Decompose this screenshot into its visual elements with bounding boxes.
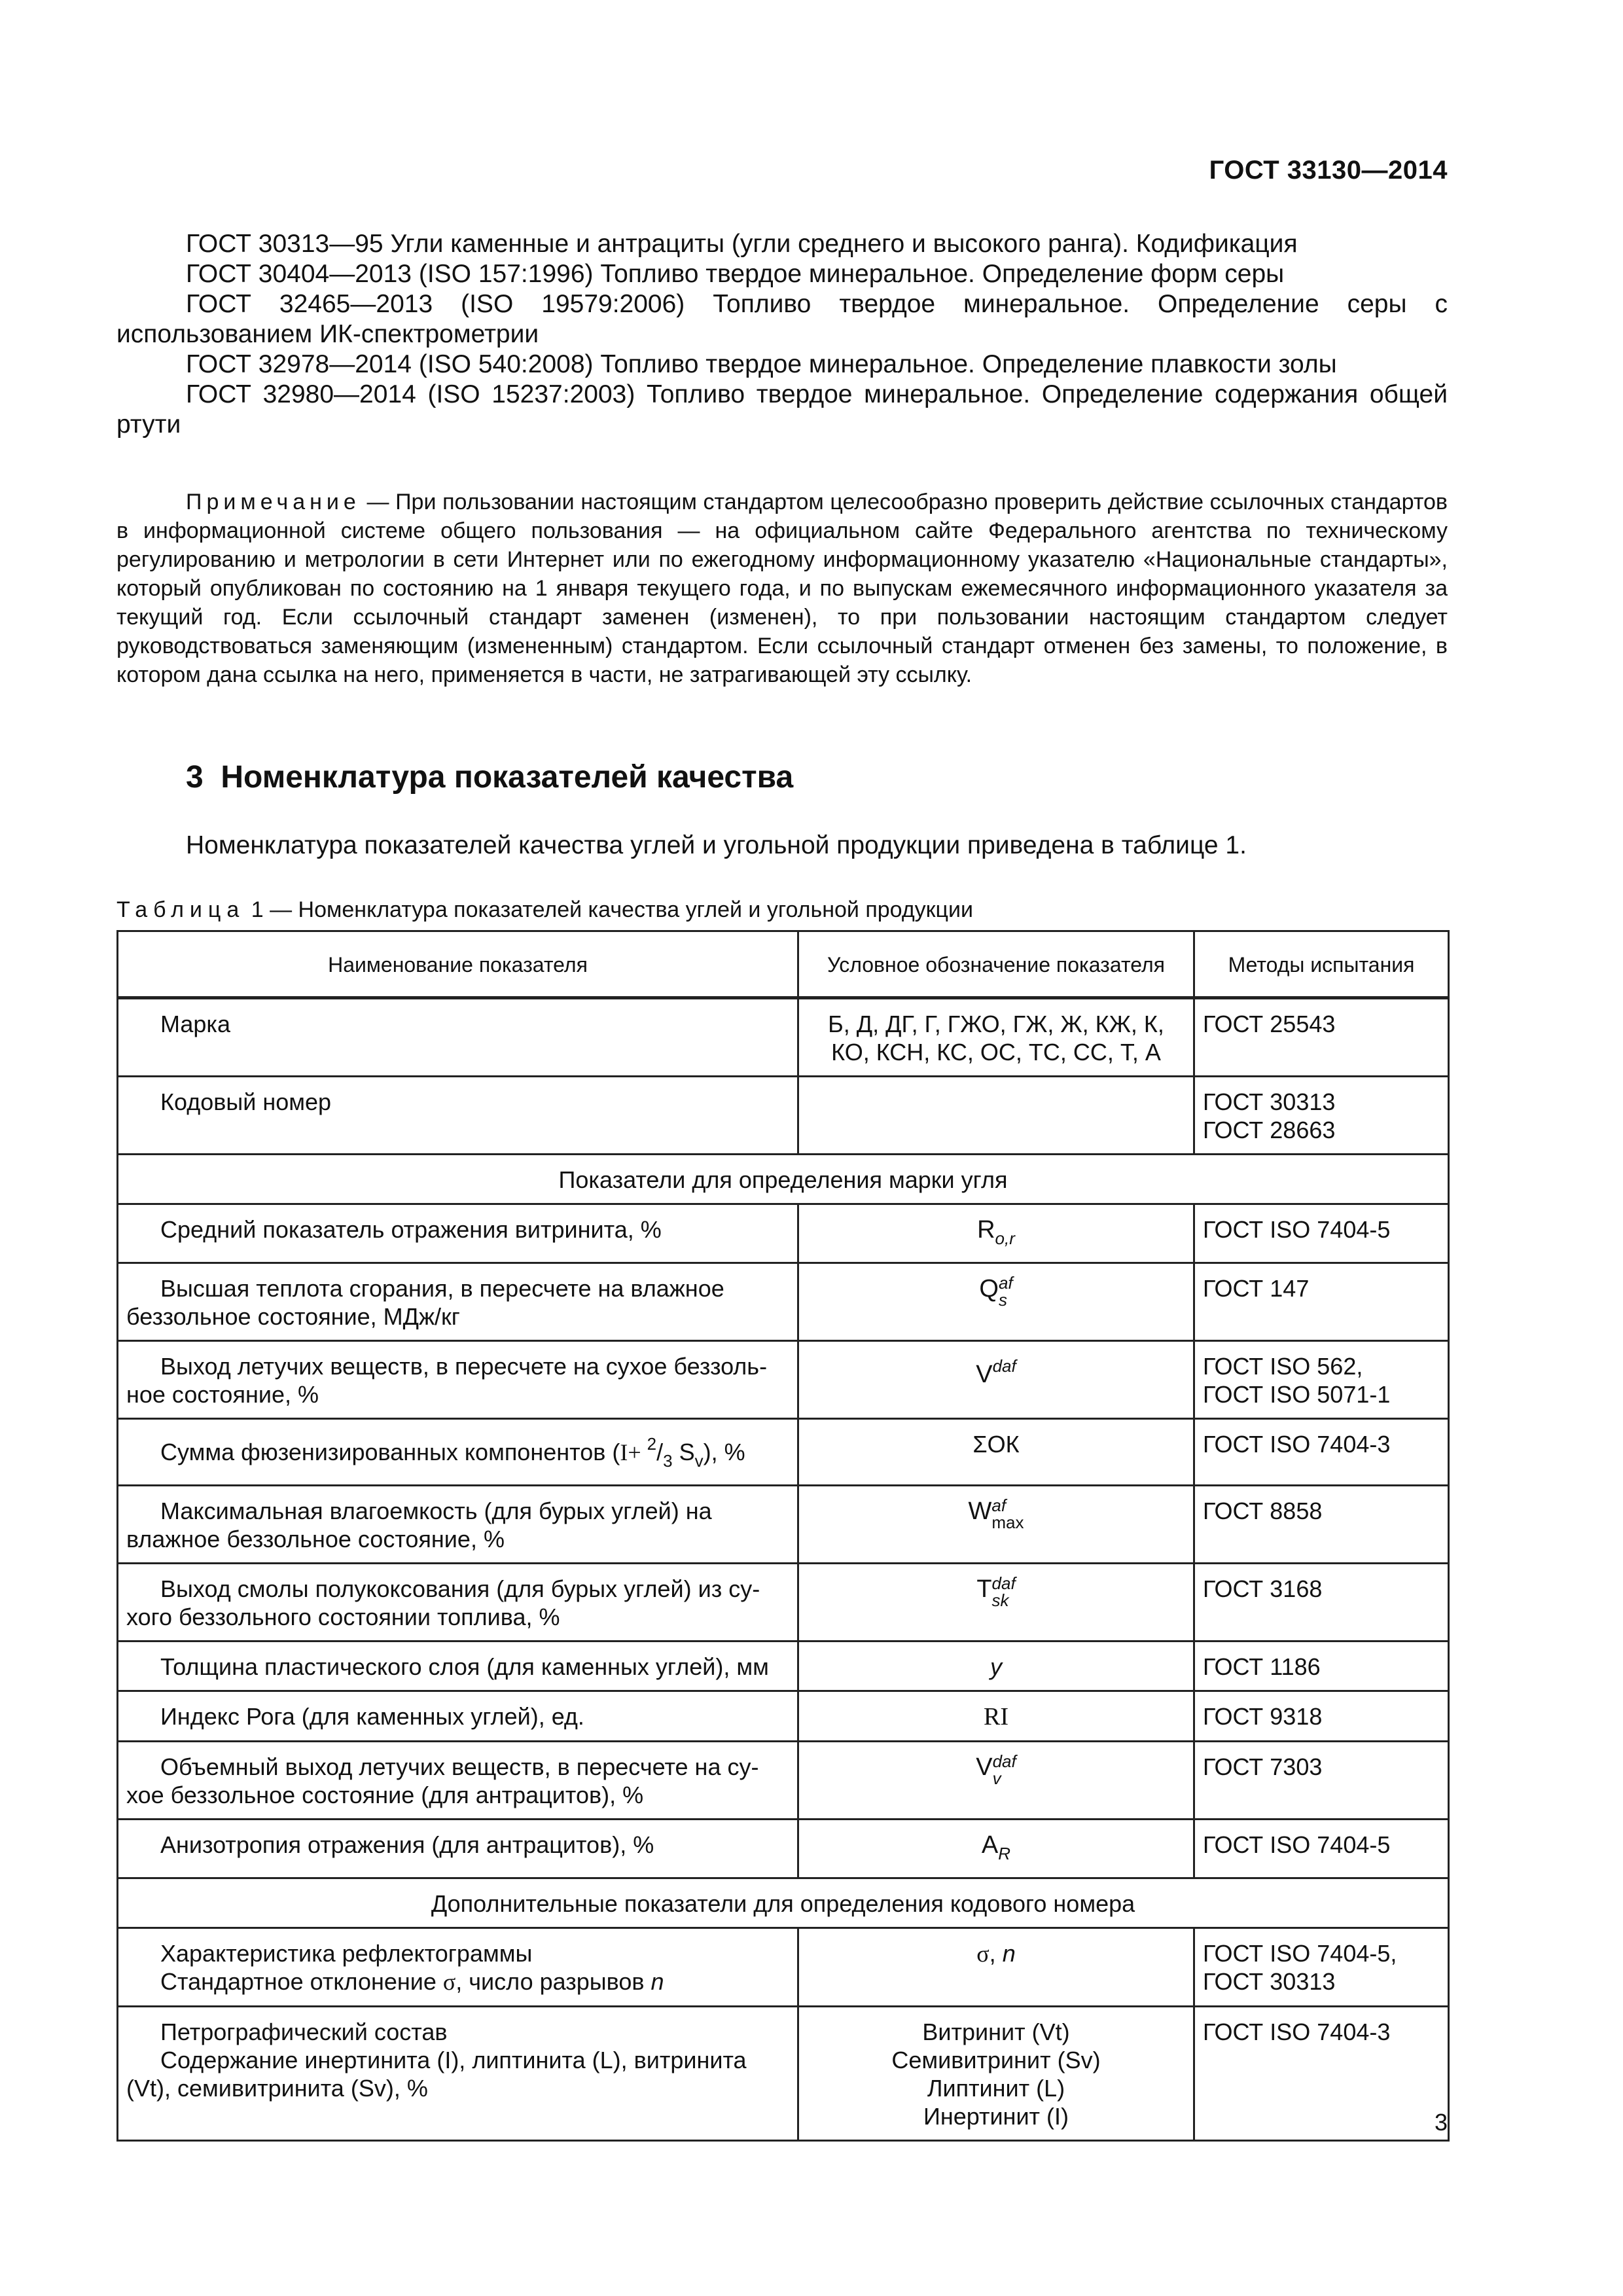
indicator-name-cell [118,1204,798,1263]
table-header-row [118,931,1449,998]
column-header-symbol: Условное обозначение показателя [798,931,1194,998]
indicator-name-cell [118,1486,798,1564]
test-method: ГОСТ ISO 7404-3 [1203,1431,1391,1458]
name-part: S [672,1439,695,1465]
symbol-superscript: af [998,1273,1013,1293]
symbol-subscript: R [998,1844,1011,1863]
indicator-name-line: Выход смолы полукоксования (для бурых углей) из су- [160,1575,760,1602]
name-formula: I+ [620,1439,647,1465]
section-heading [186,759,793,795]
indicator-symbol-cell [798,1928,1194,2007]
symbol-base: V [976,1361,993,1388]
indicator-name-cell [118,998,798,1077]
indicator-symbol: ΣОК [972,1431,1020,1458]
test-method-cell [1194,1691,1449,1742]
indicator-name-line: Выход летучих веществ, в пересчете на сухое беззоль- [160,1353,768,1380]
column-header-name: Наименование показателя [118,931,798,998]
section-number: 3 [186,760,204,795]
note-label: Примечание [186,490,361,514]
n-symbol: n [651,1968,664,1995]
indicator-symbol-cell [798,1077,1194,1155]
table-row [118,1486,1449,1564]
indicator-name-line: Объемный выход летучих веществ, в пересчете на су- [160,1753,759,1780]
test-method-cell [1194,1820,1449,1878]
group-heading: Показатели для определения марки угля [118,1155,1449,1204]
test-method-cell [1194,1077,1449,1155]
symbol-base: T [976,1575,992,1603]
symbol-indices [992,1575,1016,1608]
test-method-cell [1194,1204,1449,1263]
table-row [118,1742,1449,1820]
column-header-methods: Методы испытания [1194,931,1449,998]
test-method-cell [1194,998,1449,1077]
indicator-symbol-line: Семивитринит (Sv) [891,2047,1101,2073]
name-part: , число разрывов [455,1968,651,1995]
reference-item: ГОСТ 30404—2013 (ISO 157:1996) Топливо твердое минеральное. Определение форм серы [186,260,1285,288]
name-superscript: 2 [647,1434,657,1454]
normative-references [116,229,1448,440]
table-row [118,1641,1449,1691]
test-method: ГОСТ 30313 [1203,1968,1336,1995]
indicator-name: Средний показатель отражения витринита, % [160,1216,662,1243]
section-intro: Номенклатура показателей качества углей и угольной продукции приведена в таблице 1. [186,831,1247,859]
symbol-indices [993,1753,1016,1786]
table-row [118,998,1449,1077]
test-method: ГОСТ 25543 [1203,1011,1336,1037]
test-method-cell [1194,1263,1449,1341]
section-title: Номенклатура показателей качества [221,760,794,795]
indicator-name-cell [118,1263,798,1341]
indicator-symbol-cell [798,1820,1194,1878]
indicator-symbol-cell [798,1419,1194,1486]
indicator-symbol-cell [798,1341,1194,1419]
indicator-symbol-cell [798,1204,1194,1263]
symbol-superscript: daf [992,1356,1016,1376]
indicator-name: Индекс Рога (для каменных углей), ед. [160,1703,584,1730]
indicator-name: Марка [160,1011,230,1037]
indicator-name-cell [118,1641,798,1691]
indicator-name-cell [118,2007,798,2141]
reference-item: ГОСТ 32978—2014 (ISO 540:2008) Топливо твердое минеральное. Определение плавкости золы [186,350,1337,378]
table-caption-text: 1 — Номенклатура показателей качества углей и угольной продукции [245,897,973,922]
test-method: ГОСТ 28663 [1203,1117,1336,1143]
symbol-superscript: daf [991,1573,1016,1593]
indicator-symbol: y [990,1653,1002,1680]
indicator-name-cell [118,1928,798,2007]
test-method: ГОСТ ISO 7404-5, [1203,1940,1397,1967]
indicator-name-cell [118,1820,798,1878]
symbol-indices [991,1498,1024,1530]
indicator-symbol-cell [798,1691,1194,1742]
test-method: ГОСТ 8858 [1203,1498,1323,1524]
symbol-subscript: max [991,1513,1024,1532]
symbol-superscript: af [991,1496,1007,1515]
indicator-symbol-cell [798,1263,1194,1341]
indicator-symbol-line: Инертинит (I) [923,2103,1069,2130]
table-group-row [118,1155,1449,1204]
indicator-name: Толщина пластического слоя (для каменных углей), мм [160,1653,769,1680]
indicator-name-line: беззольное состояние, МДж/кг [126,1303,460,1330]
test-method: ГОСТ 7303 [1203,1753,1323,1780]
table-row [118,2007,1449,2141]
test-method-cell [1194,1928,1449,2007]
quality-indicators-table [116,930,1450,2142]
indicator-name: Анизотропия отражения (для антрацитов), % [160,1831,654,1858]
name-part: ), % [703,1439,745,1465]
test-method: ГОСТ ISO 7404-5 [1203,1216,1391,1243]
indicator-symbol-line: Липтинит (L) [927,2075,1065,2102]
indicator-symbol-cell [798,1564,1194,1641]
indicator-name-cell [118,1742,798,1820]
reference-item: ГОСТ 30313—95 Угли каменные и антрациты (угли среднего и высокого ранга). Кодификация [186,230,1298,258]
indicator-name [126,1430,789,1475]
name-slash: / [656,1439,664,1465]
test-method: ГОСТ 30313 [1203,1088,1336,1115]
indicator-name-line [126,1967,789,1996]
reference-item: ГОСТ 32465—2013 (ISO 19579:2006) Топливо твердое минеральное. Определение серы с использованием ИК-спектрометрии [116,290,1448,348]
name-subscript: 3 [663,1451,673,1471]
indicator-symbol-cell [798,1641,1194,1691]
test-method: ГОСТ 9318 [1203,1703,1323,1730]
indicator-name-line: Характеристика рефлектограммы [160,1940,533,1967]
table-row [118,1341,1449,1419]
table-row [118,1077,1449,1155]
table-row [118,1928,1449,2007]
indicator-symbol: RI [984,1703,1008,1731]
sigma-symbol: σ [442,1969,456,1995]
indicator-name-line: Максимальная влагоемкость (для бурых углей) на [160,1498,712,1524]
sigma-symbol: σ [976,1941,990,1967]
test-method: ГОСТ ISO 5071-1 [1203,1381,1391,1408]
test-method: ГОСТ ISO 7404-3 [1203,2018,1391,2045]
symbol-base: A [981,1831,999,1859]
table-group-row [118,1878,1449,1928]
indicator-name-cell [118,1077,798,1155]
indicator-name-line: Содержание инертинита (I), липтинита (L), витринита [160,2047,747,2073]
indicator-name-line: Петрографический состав [160,2018,448,2045]
indicator-name-line: влажное беззольное состояние, % [126,1526,505,1552]
test-method: ГОСТ 1186 [1203,1653,1321,1680]
indicator-name-cell [118,1691,798,1742]
test-method-cell [1194,1341,1449,1419]
test-method-cell [1194,2007,1449,2141]
test-method-cell [1194,1742,1449,1820]
indicator-name-line: Высшая теплота сгорания, в пересчете на влажное [160,1275,724,1302]
table-caption [116,895,973,924]
indicator-name-line: хое беззольное состояние (для антрацитов), % [126,1782,644,1808]
n-symbol: n [1002,1940,1016,1967]
symbol-base: W [968,1498,992,1525]
symbol-subscript: o,r [995,1229,1015,1248]
document-header: ГОСТ 33130—2014 [1209,156,1448,185]
table-row [118,1820,1449,1878]
indicator-name-cell [118,1341,798,1419]
table-row [118,1564,1449,1641]
indicator-name-line: хого беззольного состоянии топлива, % [126,1604,560,1630]
indicator-symbol-cell [798,1742,1194,1820]
table-row [118,1419,1449,1486]
symbol-separator: , [989,1940,1003,1967]
indicator-name-cell [118,1419,798,1486]
indicator-symbol-cell [798,2007,1194,2141]
test-method: ГОСТ 147 [1203,1275,1310,1302]
test-method-cell [1194,1564,1449,1641]
note-dash: — [360,490,396,514]
indicator-symbol-line: Б, Д, ДГ, Г, ГЖО, ГЖ, Ж, КЖ, К, [828,1011,1164,1037]
table-row [118,1263,1449,1341]
table-row [118,1204,1449,1263]
table-caption-label: Таблица [116,897,245,922]
test-method: ГОСТ ISO 7404-5 [1203,1831,1391,1858]
test-method-cell [1194,1486,1449,1564]
test-method: ГОСТ ISO 562, [1203,1353,1363,1380]
symbol-subscript: v [992,1768,1001,1788]
indicator-name: Кодовый номер [160,1088,332,1115]
name-subscript: v [694,1451,704,1471]
symbol-base: Q [979,1275,999,1302]
indicator-symbol-cell [798,1486,1194,1564]
test-method-cell [1194,1419,1449,1486]
symbol-indices [999,1275,1013,1308]
group-heading: Дополнительные показатели для определения кодового номера [118,1878,1449,1928]
note-text: При пользовании настоящим стандартом целесообразно проверить действие ссылочных стандартов в информационной системе общего пользования — на официальном сайте Федерального агентства по техническому регулированию и метрологии в сети Интернет или по ежегодному информационному указателю «Национальные стандарты», который опубликован по состоянию на 1 января текущего года, и по выпускам ежемесячного информационного указателя за текущий год. Если ссылочный стандарт заменен (изменен), то при пользовании настоящим стандартом следует руководствоваться заменяющим (измененным) стандартом. Если ссылочный стандарт отменен без замены, то положение, в котором дана ссылка на него, применяется в части, не затрагивающей эту ссылку. [116,490,1448,687]
symbol-subscript: s [998,1290,1007,1310]
symbol-subscript: sk [991,1590,1009,1610]
table-row [118,1691,1449,1742]
indicator-symbol-line: Витринит (Vt) [922,2018,1070,2045]
symbol-superscript: daf [992,1751,1016,1771]
reference-item: ГОСТ 32980—2014 (ISO 15237:2003) Топливо твердое минеральное. Определение содержания общей ртути [116,380,1448,439]
symbol-base: V [976,1753,993,1781]
indicator-name-cell [118,1564,798,1641]
indicator-symbol-line: КО, КСН, КС, ОС, ТС, СС, Т, А [831,1039,1161,1066]
symbol-base: R [977,1216,995,1244]
indicator-symbol-cell [798,998,1194,1077]
test-method: ГОСТ 3168 [1203,1575,1323,1602]
note-paragraph [116,488,1448,689]
page-number: 3 [1434,2109,1448,2136]
indicator-name-line: (Vt), семивитринита (Sv), % [126,2075,428,2102]
name-part: Сумма фюзенизированных компонентов ( [160,1439,620,1465]
indicator-name-line: ное состояние, % [126,1381,319,1408]
name-part: Стандартное отклонение [160,1968,443,1995]
test-method-cell [1194,1641,1449,1691]
